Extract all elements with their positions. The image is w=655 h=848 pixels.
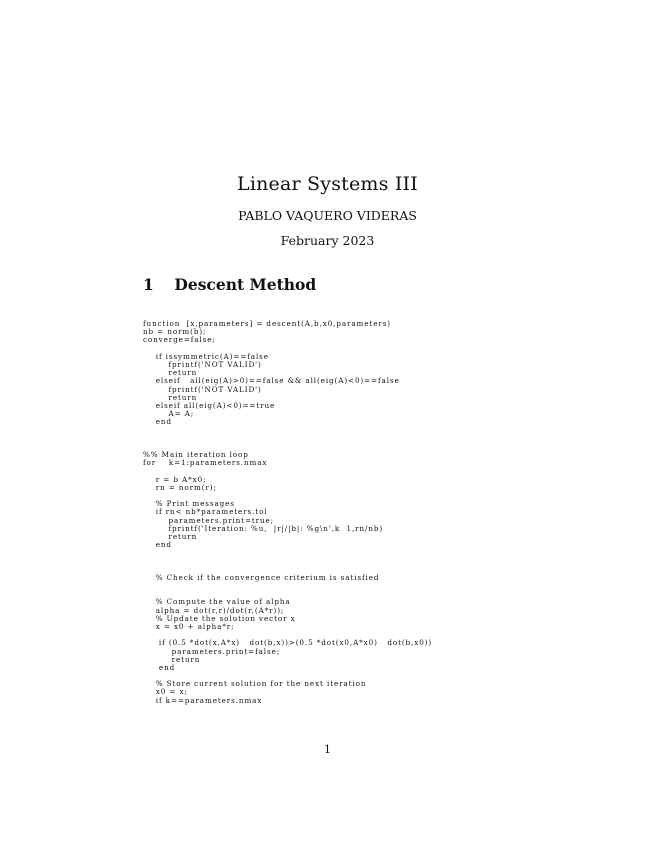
- code-line: parameters.print=false;: [143, 646, 281, 656]
- code-line: return: [143, 392, 198, 402]
- code-line: [143, 426, 623, 434]
- code-line: end: [143, 417, 172, 427]
- code-line: % Update the solution vector x: [143, 613, 296, 623]
- code-line: elseif all(eig(A)<0)==true: [143, 400, 276, 410]
- code-line: if issymmetric(A)==false: [143, 351, 269, 361]
- code-line: if k==parameters.nmax: [143, 695, 263, 705]
- code-line: end: [143, 662, 176, 672]
- code-listing: [143, 320, 623, 705]
- code-line: alpha = dot(r,r)/dot(r,(A*r));: [143, 605, 285, 615]
- code-line: [143, 549, 623, 557]
- code-line: converge=false;: [143, 335, 216, 345]
- code-line: end: [143, 540, 172, 550]
- code-line: nb = norm(b);: [143, 327, 207, 337]
- code-line: A= A;: [143, 409, 195, 419]
- document-title: Linear Systems III: [237, 173, 418, 195]
- code-line: x0 = x;: [143, 687, 188, 697]
- code-line: [143, 557, 623, 565]
- page-number: 1: [324, 743, 331, 756]
- code-line: fprintf('NOT VALID'): [143, 359, 262, 369]
- code-line: rn = norm(r);: [143, 482, 217, 492]
- code-line: return: [143, 368, 198, 378]
- code-line: for k=1:parameters.nmax: [143, 458, 268, 468]
- code-line: parameters.print=true;: [143, 515, 275, 525]
- code-line: r = b A*x0;: [143, 474, 207, 484]
- code-line: % Check if the convergence criterium is satisfied: [143, 572, 380, 582]
- code-line: % Store current solution for the next iteration: [143, 679, 367, 689]
- code-line: [143, 582, 623, 590]
- code-line: return: [143, 654, 201, 664]
- code-line: [143, 467, 623, 475]
- code-line: function [x,parameters] = descent(A,b,x0,parameters): [143, 319, 391, 328]
- document-date: February 2023: [280, 233, 375, 248]
- section-heading: [143, 275, 316, 294]
- code-line: % Compute the value of alpha: [143, 597, 291, 607]
- code-line: x = x0 + alpha*r;: [143, 621, 235, 631]
- code-line: %% Main iteration loop: [143, 450, 249, 459]
- document-author: PABLO VAQUERO VIDERAS: [238, 208, 417, 223]
- code-line: % Print messages: [143, 499, 235, 509]
- code-line: [143, 435, 623, 443]
- section-title: Descent Method: [174, 275, 317, 294]
- section-number: 1: [143, 275, 154, 294]
- code-line: return: [143, 531, 198, 541]
- code-line: fprintf('Iteration: %u, |r|/|b|: %g\n',k 1,rn/nb): [143, 523, 384, 533]
- code-line: elseif all(eig(A)>0)==false && all(eig(A)<0)==false: [143, 376, 400, 386]
- code-line: if (0.5 *dot(x,A*x) dot(b,x))>(0.5 *dot(x0,A*x0) dot(b,x0)): [143, 638, 433, 648]
- code-line: fprintf('NOT VALID'): [143, 384, 262, 394]
- code-line: if rn< nb*parameters.tol: [143, 507, 268, 517]
